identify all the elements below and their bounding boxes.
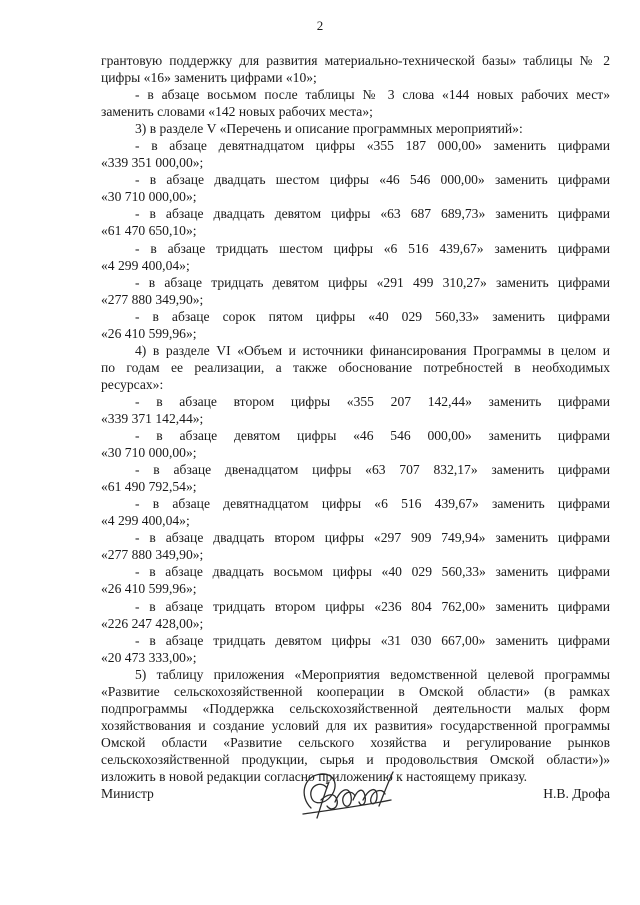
- body-line: заменить словами «142 новых рабочих места»;: [101, 104, 373, 120]
- body-line: «339 351 000,00»;: [101, 155, 204, 171]
- body-line: - в абзаце девятнадцатом цифры «6 516 439,67» заменить цифрами: [135, 496, 610, 512]
- body-line: «277 880 349,90»;: [101, 291, 204, 307]
- body-line: «4 299 400,04»;: [101, 513, 190, 529]
- body-line: сельскохозяйственной продукции, сырья и продовольствия Омской области»)»: [101, 751, 610, 767]
- signer-name: Н.В. Дрофа: [543, 786, 610, 801]
- body-line: 3) в разделе V «Перечень и описание программных мероприятий»:: [135, 121, 523, 137]
- body-line: «226 247 428,00»;: [101, 615, 204, 631]
- body-line: «26 410 599,96»;: [101, 325, 197, 341]
- body-line: 4) в разделе VI «Объем и источники финансирования Программы в целом и: [135, 342, 610, 358]
- body-line: хозяйствования и создание условий для их развития» государственной программы: [101, 717, 610, 733]
- body-line: «30 710 000,00»;: [101, 189, 197, 205]
- body-line: «26 410 599,96»;: [101, 581, 197, 597]
- body-line: «20 473 333,00»;: [101, 649, 197, 665]
- handwritten-signature: [291, 766, 401, 832]
- page-number: 2: [316, 18, 324, 33]
- body-line: «30 710 000,00»;: [101, 445, 197, 461]
- body-line: Омской области «Развитие сельского хозяйства и регулирование рынков: [101, 734, 610, 750]
- body-line: 5) таблицу приложения «Мероприятия ведомственной целевой программы: [135, 666, 610, 682]
- body-line: - в абзаце восьмом после таблицы № 3 слова «144 новых рабочих мест»: [135, 87, 610, 103]
- body-line: по годам ее реализации, а также обоснование потребностей в необходимых: [101, 359, 610, 375]
- body-line: - в абзаце тридцать шестом цифры «6 516 439,67» заменить цифрами: [135, 240, 610, 256]
- signer-title: Министр: [101, 786, 154, 801]
- body-line: «339 371 142,44»;: [101, 410, 204, 426]
- body-line: цифры «16» заменить цифрами «10»;: [101, 70, 317, 86]
- body-line: - в абзаце тридцать девятом цифры «291 499 310,27» заменить цифрами: [135, 274, 610, 290]
- body-line: - в абзаце двадцать восьмом цифры «40 029 560,33» заменить цифрами: [135, 564, 610, 580]
- body-line: подпрограммы «Поддержка сельскохозяйственной деятельности малых форм: [101, 700, 610, 716]
- body-line: - в абзаце двенадцатом цифры «63 707 832,17» заменить цифрами: [135, 462, 610, 478]
- body-line: - в абзаце девятом цифры «46 546 000,00» заменить цифрами: [135, 428, 610, 444]
- body-line: - в абзаце двадцать втором цифры «297 909 749,94» заменить цифрами: [135, 530, 610, 546]
- document-body: [101, 52, 610, 785]
- body-line: изложить в новой редакции согласно приложению к настоящему приказу.: [101, 768, 528, 784]
- body-line: грантовую поддержку для развития материально-технической базы» таблицы № 2: [101, 53, 610, 68]
- body-line: - в абзаце двадцать девятом цифры «63 687 689,73» заменить цифрами: [135, 206, 610, 222]
- body-line: - в абзаце тридцать девятом цифры «31 030 667,00» заменить цифрами: [135, 632, 610, 648]
- body-line: ресурсах»:: [101, 376, 164, 392]
- body-line: - в абзаце сорок пятом цифры «40 029 560,33» заменить цифрами: [135, 308, 610, 324]
- body-line: - в абзаце тридцать втором цифры «236 804 762,00» заменить цифрами: [135, 598, 610, 614]
- body-line: - в абзаце втором цифры «355 207 142,44» заменить цифрами: [135, 393, 610, 409]
- body-line: - в абзаце двадцать шестом цифры «46 546 000,00» заменить цифрами: [135, 172, 610, 188]
- body-line: - в абзаце девятнадцатом цифры «355 187 000,00» заменить цифрами: [135, 138, 610, 154]
- body-line: «61 470 650,10»;: [101, 223, 197, 239]
- signature-block: [101, 780, 610, 840]
- body-line: «61 490 792,54»;: [101, 479, 197, 495]
- body-line: «277 880 349,90»;: [101, 547, 204, 563]
- body-line: «4 299 400,04»;: [101, 257, 190, 273]
- body-line: «Развитие сельскохозяйственной кооперации в Омской области» (в рамках: [101, 683, 610, 699]
